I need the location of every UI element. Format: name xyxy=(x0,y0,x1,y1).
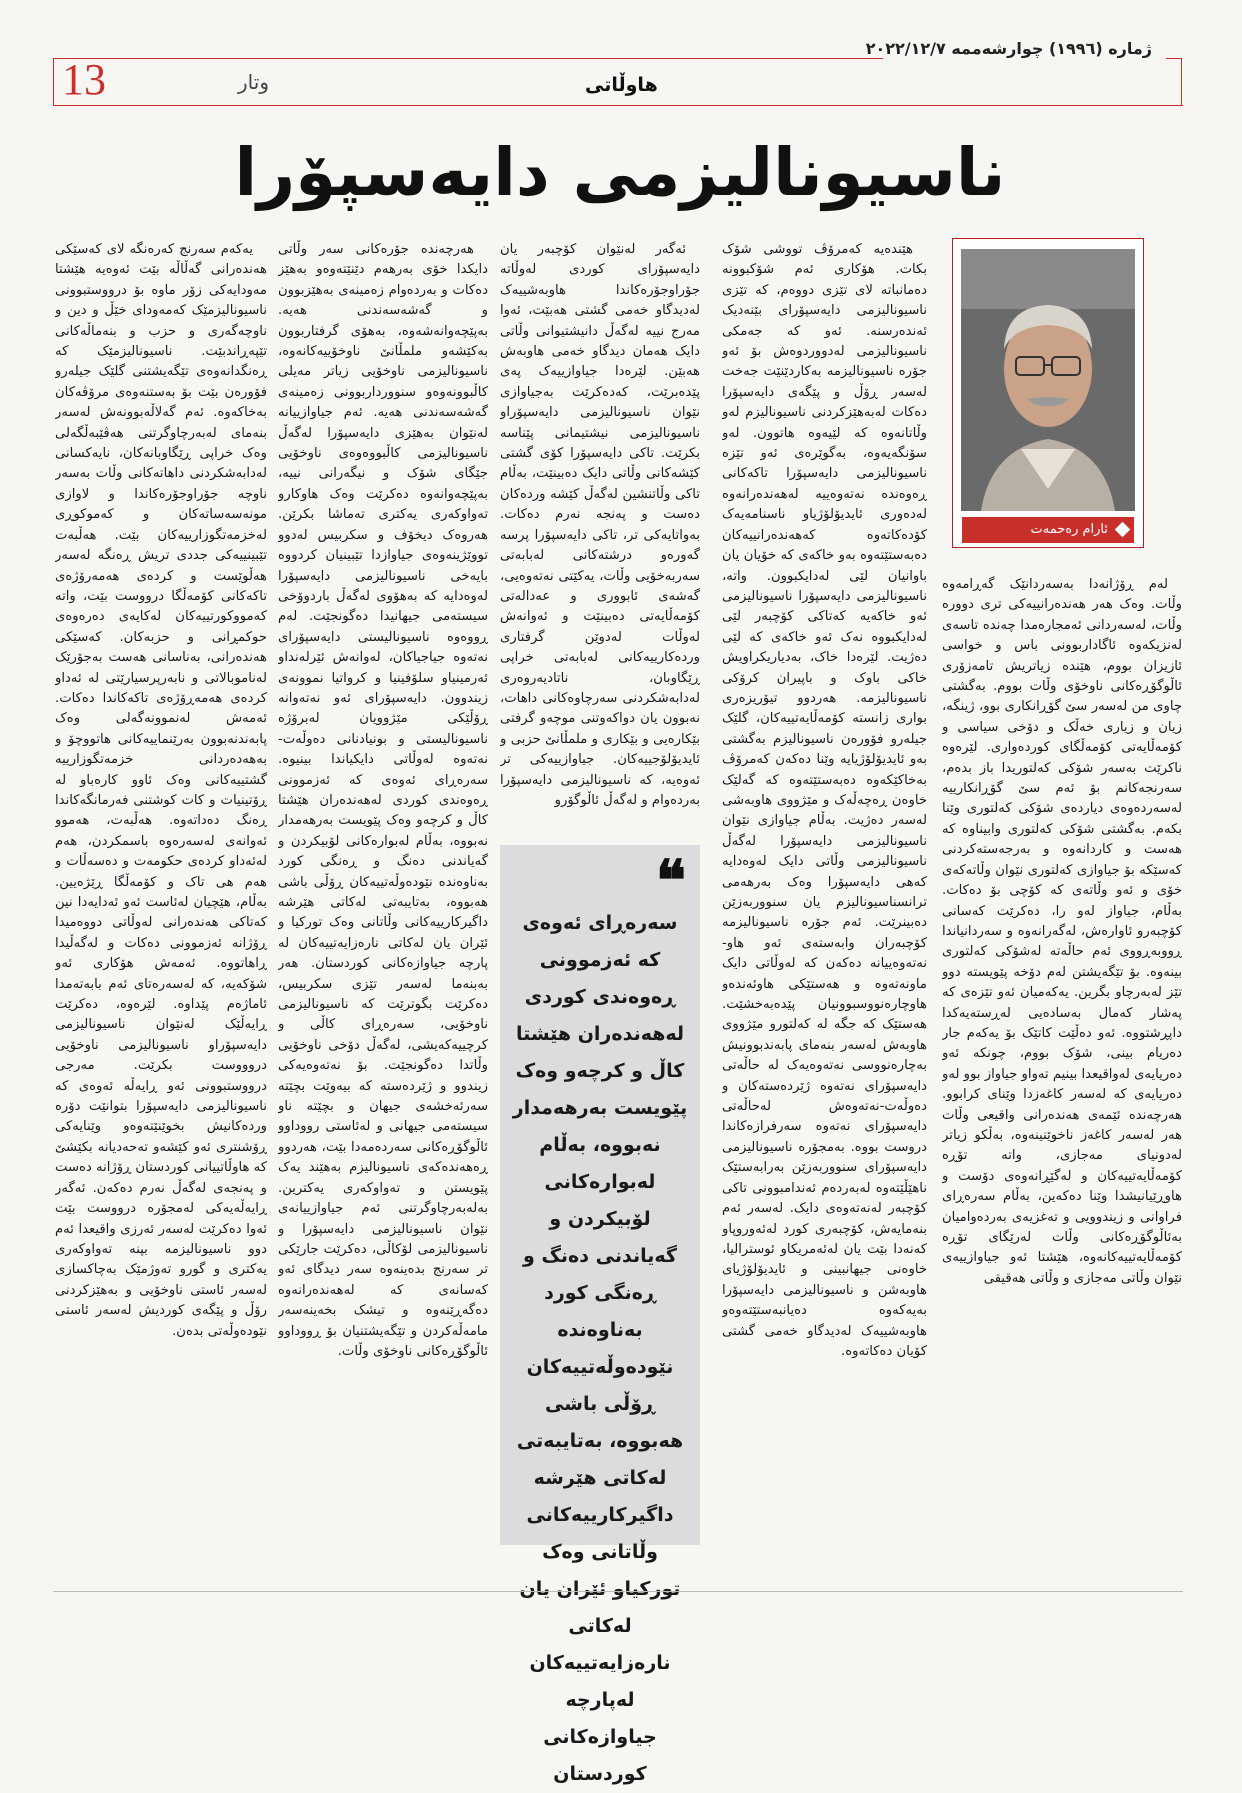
footer-rule xyxy=(53,1591,1183,1592)
article-column-3 xyxy=(500,240,700,840)
author-name: ئارام رەحمەت xyxy=(1030,522,1108,537)
section-label: وتار xyxy=(238,70,269,94)
author-photo-frame xyxy=(952,238,1144,548)
column-text: لەم ڕۆژانەدا بەسەردانێک گەڕامەوە وڵات. وەک هەر هەندەرانییەکی تری دووره وڵات، لەسەردانی ئەمجارەمدا چەندە تاسەی لەنزیکەوە ئاگاداربوونی باس و خواسی ئازیزان بووم، هێندە زیاتریش تامەزۆری ئاڵوگۆڕەکانی ناوخۆی وڵات بووم. بەگشتی چاوی من لەسەر سێ گۆڕانکاری بوو، ژینگە، زیان و زیاری خەڵک و دۆخی سیاسی و کۆمەڵایەتی کۆمەڵگای کوردەواری. لێرەوە ناکرێت بەسەر شۆکی کەلتوریدا باز بدەم، سەرنجەکانم بۆ ئەم سێ گۆڕانکارییە لەسەردەوەی دیاردەی شۆکی کەلتوری وێنا بکەم. بەگشتی شۆکی کەلتوری وابیناوە کە هەست و کاردانەوە و بەرجەستەکردنی کەسێکە بۆ جیاوازی کەلتوری نێوان وڵاتەکەی خۆی و ئەو وڵاتەی کە کۆچی بۆ دەکات. بەڵام، جیاواز لەو را، دەکرێت کەسانی کۆچبەرو ئاوارەش، لەگەرانەوە و سەردانیاندا ڕووبەڕووی ئەم حاڵەتە لەشۆکی کەلتوری بینەوە. بۆ تێگەیشتن لەم دۆخە پێویستە دوو تێز لەبەرچاو بگرین. یەکەمیان ئەو تێزەی کە پەشار کەمال بەسادەیی لەڕستەیەکدا داپڕشتووە. ئەو دەڵێت کاتێک بۆ یەکەم جار دەریام بینی، شۆک بووم، چونکە ئەو دەریایەی لەواقیعدا بینیم تەواو جیاواز بوو لەو دەریایەی کە لەسەر کاغەزدا وێنای کرابوو. هەرچەندە ئێمەی هەندەرانی واقیعی وڵات هەر لەسەر کاغەز ناخوێنینەوە، بەڵکو زیاتر لەدونیای مەجازی، واتە تۆڕە کۆمەڵایەتییەکان و لەگێڕانەوەی دۆست و هاوڕێیانیشدا وێنا دەکەین، بەڵام سەرەڕای فراوانی و زیندوویی و تەغزیەی بەردەوامیان بەئاڵوگۆڕەکانی وڵات لەرێگای تۆڕە کۆمەڵایەتییەکانەوە، هێشتا ئەو جیاوازییەی نێوان وڵاتی مەجازی و وڵاتی هەقیقی xyxy=(942,577,1182,1286)
pull-quote-text: سەرەڕای ئەوەی کە ئەزموونی ڕەوەندی کوردی لەهەندەران هێشتا کاڵ و کرچەو وەک پێویست بەرهەمدار نەبووە، بەڵام لەبوارەکانی لۆبیکردن و گەیاندنی دەنگ و ڕەنگی کورد بەناوەندە نێودەوڵەتییەکان ڕۆڵی باشی هەبووە، بەتایبەتی لەکاتی هێرشە داگیرکارییەکانی وڵاتانی وەک تورکیاو ئێران یان لەکاتی نارەزایەتییەکان لەپارچە جیاوازەکانی کوردستان xyxy=(512,912,688,1785)
author-name-tag xyxy=(962,517,1134,543)
header-frame-corner xyxy=(1166,58,1182,106)
column-text: یەکەم سەرنج کەرەنگە لای کەسێکی هەندەرانی گەڵاڵە بێت ئەوەیە هێشتا مەودایەکی زۆر ماوە بۆ درووستبوونی ناسیونالیزمێک کەمەودای خێڵ و دین و ناوچەگەری و حزب و بنەماڵەکانی تێپەڕاندبێت. ناسیونالیزمێک کە ڕەنگدانەوەی تێگەیشتنی گلێک جیلەرو فۆورەن بێت بۆ بەستنەوەی مرۆڤەکان بەخاکەوە. ئەم گەلاڵەبوونەش لەسەر بنەمای لەبەرچاوگرتنی هەڤێبەڵگەلی وەک خراپی ڕێگاوبانەکان، نایەکسانی لەدابەشکردنی داهاتەکانی وڵات بەسەر ناوچە جۆراوجۆرەکاندا و لاوازی مونەسەساتەکان و کەموکوڕی لەخزمەتگوزارییەکان بێت. هەڵبەت تێبینییەکی جددی تریش ڕەنگە لەسەر هەڵوێست و کردەی هەمەرۆژەی تاکەکانی کۆمەڵگا درووست بێت، واتە کەمووکورتییەکان لەکایەی دەرەوەی حوکمڕانی و حزبەکان. کەسێکی هەندەرانی، بەناسانی هەست بەجۆرێک لەناموبالاتی و نابەرپرسیارێتی لە ئەداو کردەی هەمەڕۆژەی تاکەکاندا دەکات. ئەمەش لەنموونەگەلی وەک پابەندنەبوون بەرێنماییەکانی هاتووچۆ و بەهەدەردانی خزمەتگوزارییە گشتییەکانی وەک ئاوو کارەباو لە ڕۆتینیات و کات کوشتنی فەرمانگەکاندا ڕەنگ دەداتەوە. هەڵبەت، هەموو ئەوانەی لەسەرەوە باسمکردن، هەم لەئەداو کردەی حکومەت و دەسەڵات و هەم هی تاک و کۆمەڵگا ڕێژەیین. بەڵام، هێچیان لەئاست ئەو ئەدایەدا نین کەتاکی هەندەرانی لەوڵاتی دووەمیدا ڕۆژانە ئەزموونی دەکات و لەگەڵیدا ڕاهاتووە. ئەمەش هۆکاری ئەو شۆکەیە، کە لەسەرەتای ئەم بابەتەمدا ئاماژەم پێداوە. لێرەوە، دەکرێت ڕایەڵێک لەنێوان ناسیونالیزمی دایەسپۆراو ناسیونالیزمی ناوخۆیی دروووست بکرێت. مەرجی درووستبوونی ئەو ڕایەڵە ئەوەی کە ناسیونالیزمی دایەسپۆرا بتوانێت دۆرە وردەکانیش بخوێنێتەوەو وێنایەکی ڕۆشنتری ئەو کێشەو تەحەدیانە بکێشێ کە هاوڵاتییانی کوردستان ڕۆژانە دەست و پەنجەی لەگەڵ نەرم دەکەن. ئەگەر ڕایەڵەیەکی لەمجۆرە درووست بێت ئەوا دەکرێت لەسەر ئەرزی واقیعدا ئەم دوو ناسیونالیزمە بپنە تەواوکەری یەکتری و گورو تەوژمێک بەچاکسازی لەسەر ئاستی ناوخۆیی و بەهێزکردنی رۆڵ و پێگەی کوردیش لەسەر ئاستی نێودەوڵەتی بدەن. xyxy=(55,242,267,1339)
article-column-5 xyxy=(55,240,267,1580)
author-portrait-illustration xyxy=(961,249,1135,511)
issue-info: ژمارە (١٩٩٦) چوارشەممە ٢٠٢٢/١٢/٧ xyxy=(865,39,1152,58)
article-column-1 xyxy=(942,575,1182,1580)
article-column-4 xyxy=(278,240,488,1580)
diamond-icon xyxy=(1115,522,1131,538)
page-number: 13 xyxy=(62,55,106,104)
masthead-logo: هاوڵاتی xyxy=(585,74,658,96)
article-column-2 xyxy=(722,240,927,1580)
article-headline: ناسیونالیزمی دایەسپۆرا xyxy=(234,134,1006,211)
column-text: هێندەیە کەمرۆڤ تووشی شۆک بکات. هۆکاری ئەم شۆکبوونە دەمانباتە لای تێزی دووەم، کە تێزی ناسیونالیزمی دایەسپۆرای بێنەدیک ئەندەرسنە. ئەو کە جەمکی ناسیونالیزمی لەدووردوەش بۆ ئەو جۆرە ناسیونالیزمە بەکاردێنێت جەخت لەسەر ڕۆڵ و پێگەی دایەسپۆرا دەکات لەبەهێزکردنی ناسیونالیزم لەو وڵاتانەوە کە لێیەوە هاتوون. لەو سۆنگەیەوە، بەگوێرەی ئەو تێزە ناسیونالیزمی دایەسپۆرا تاکەکانی ڕەوەندە نەتەوەییە لەهەندەرانەوە لەدەوری ئایدیۆلۆژیاو ناسنامەیەک کۆدەکاتەوە کەهەندەرانییەکان دەبەستێتەوە بەو خاکەی کە خۆیان یان باوانیان لێی لەدایکبوون. واتە، ناسیونالیزمی دایەسپۆرا ناسیونالیزمی ئەو خاکەیە کەتاکی کۆچبەر لێی لەدایکبووە نەک ئەو خاکەی کە لێی دەژیت. لێرەدا خاک، بەدیاریکراویش خاکی باوک و باپیران کرۆکی ناسیونالیزمە. هەردوو تیۆریزەری بواری زانستە کۆمەڵایەتییەکان، گلێک جیلەرو فۆورەن ناسیونالیزم بەگشتی بەو ئایدیۆلۆژیایە وێنا دەکەن کەمرۆڤ بەخاکێکەوە دەبەستێتەوە کە گەلێک خاوەن ڕەچەڵەک و مێژووی هاوبەشی لەسەر دەژیت. بەڵام جیاوازی نێوان ناسیونالیزمی دایەسپۆرا لەگەڵ ناسیونالیزمی وڵاتی دایک لەوەدایە کەهی دایەسپۆرا وەک بەرهەمی ترانسناسیونالیزم یان سنووربەزێن دەبینرێت. ئەم جۆرە ناسیونالیزمە کۆچبەران وابەستەی ئەو هاو-نەتەوەییانە دەکەن کە لەوڵاتی دایک ماونەتەوە و هەستێکی هاوئەندەو هاوچارەنووسبوونیان پێدەبەخشێت. هەستێک کە جگە لە کەلتورو مێژووی هاوبەش لەسەر بنەمای پابەندبوونیش بەچارەنووسی نەتەوەیەک لە حاڵەتی دایەسپۆرای نەتەوە ژێردەستەکان و دەوڵەت-نەتەوەش لەحاڵەتی دایەسپۆرای نەتەوە سەرفرازەکاندا دروست بووە. بەمجۆرە ناسیونالیزمی دایەسپۆرای سنووربەزێن بەرابەستێک ناهێڵێتەوە لەبەردەم ئەندامبوونی تاکی کۆچبەر لەنەتەوەی دایک. لەسەر ئەم بنەمایەش، کۆچبەری کورد لەئەوروپاو کەنەدا بێت یان لەئەمریکاو ئوسترالیا، خاوەنی جیهانبینی و ئایدیۆلۆژیای هاوبەشن و ناسیونالیزمی دایەسپۆرا بەیەکەوە دەیانبەستێتەوەو هاوبەشییەک لەدیدگاو خەمی گشتی کۆیان دەکاتەوە. xyxy=(722,242,927,1359)
author-photo xyxy=(961,249,1135,511)
quote-icon: ❝ xyxy=(655,848,686,914)
pull-quote-box xyxy=(500,845,700,1785)
column-text: ئەگەر لەنێوان کۆچبەر یان دایەسپۆرای کوردی لەوڵاتە جۆراوجۆرەکاندا هاوبەشییەک لەدیدگاو خەمی گشتی هەبێت، ئەوا مەرج نییە لەگەڵ دانیشتیوانی وڵاتی دایک هەمان دیدگاو خەمی هاوبەش هەبێن. لێرەدا جیاوازییەک پەی پێدەبرێت، کەدەکرێت بەجیاوازی نێوان ناسیونالیزمی دایەسپۆراو ناسیونالیزمی نیشتیمانی پێناسە بکرێت. تاکی دایەسپۆرا کۆی گشتی کێشەکانی وڵاتی دایک دەبینێت، بەڵام تاکی وڵاتنشین لەگەڵ کێشە وردەکان دەست و پەنجە نەرم دەکات. بەواتایەکی تر، تاکی دایەسپۆرا پرسە گەورەو درشتەکانی لەبابەتی سەربەخۆیی وڵات، یەکێتی نەتەوەیی، گەشەی ئابووری و عەدالەتی کۆمەڵایەتی دەبینێت و ئەوانەش لەوڵات لەدوێن گرفتاری وردەکارییەکانی لەبابەتی خراپی ڕێگاوبان، ناتادیەروەری لەدابەشکردنی سەرچاوەکانی داهات، نەبوون یان دواکەوتنی موچەو گرفتی بێکارەیی و بێکاری و ملمڵانێ حزبی و ئایدیۆلۆجییەکان. جیاوازییەکی تر ئەوەیە، کە ناسیونالیزمی دایەسپۆرا بەردەوام و لەگەڵ ئاڵوگۆرو xyxy=(500,242,700,808)
column-text: هەرچەندە جۆرەکانی سەر وڵاتی دایکدا خۆی بەرهەم دێنێتەوەو بەهێز دەکات و بەردەوام زەمینەی بەهێزبوون و گەشەسەندنی هەیە. بەپێچەوانەشەوە، بەهۆی گرفتاربوون بەکێشەو ملمڵانێ ناوخۆییەکانەوە، ناسیونالیزمی ناوخۆیی زیاتر مەیلی کاڵبوونەوەو سنوورداربوونی زەمینەی گەشەسەندنی هەیە. ئەم جیاوازییانە لەنێوان بەهێزی دایەسپۆرا لەگەڵ ناسیونالیزمی کاڵبووەوەی ناوخۆیی جێگای شۆک و نیگەرانی نییە، بەپێچەوانەوە دەکرێت وەک هاوکارو تەواوکەری یەکتری تەماشا بکرێن. هەروەک دیخۆف و سکربیس لەدوو تووێژینەوەی جیاوازدا تێبینیان کردووە بایەخی ناسیونالیزمی دایەسپۆرا لەوەدایە کە بەهۆوی لەگەڵ باردوۆخی سیستەمی جیهانیدا دەگونجێت. لەم ڕووەوە ناسیونالیستی دایەسپۆرای نەتەوە جیاجیاکان، لەوانەش ئێرلەنداو ئەرمینیاو سلۆفینیا و کرواتیا نموونەی زیندوون. دایەسپۆرای ئەو نەتەوانە ڕۆڵێکی مێژوویان لەبرۆژە ناسیونالیستی و بونیادنانی دەوڵەت-نەتەوە لەوڵاتی دایکیاندا بینیوە. سەرەڕای ئەوەی کە ئەزموونی ڕەوەندی کوردی لەهەندەران هێشتا کاڵ و کرچەو وەک پێویست بەرهەمدار نەبووە، بەڵام لەبوارەکانی لۆبیکردن و گەیاندنی دەنگ و ڕەنگی کورد بەناوەندە نێودەوڵەتییەکان ڕۆڵی باشی هەبووە، بەتایبەتی لەکاتی هێرشە داگیرکارییەکانی وڵاتانی وەک تورکیا و ئێران یان لەکاتی نارەزایەتییەکان لە پارچە جیاوازەکانی کوردستان. هەر بەبنەما لەسەر تێزی سکربیس، دەکرێت بگوترێت کە ناسیونالیزمی ناوخۆیی، سەرەڕای کاڵی و کرچییەکەیشی، لەگەڵ دۆخی ناوخۆیی وڵاتدا دەگونجێت. بۆ نەتەوەیەکی زیندوو و ژێردەستە کە بیەوێت بچێتە سەرئەخشەی جیهان و بچێتە ناو سیستەمی جیهانی و لەئاستی رووداوو ئاڵوگۆڕەکانی سەردەمەدا بێت، هەردوو ڕەهەندەکەی ناسیونالیزم بەهێند یەک پێویستن و تەواوکەری یەکترین. بەلەبەرچاوگرتنی ئەم جیاوازییانەی نێوان ناسیونالیزمی دایەسپۆرا و ناسیونالیزمی لۆکاڵی، دەکرێت جارێکی تر سەرنج بدەینەوە سەر دیدگای ئەو کەسانەی کە لەهەندەرانەوە دەگەڕێنەوە و تیشک بخەینەسەر مامەڵەکردن و تێگەیشتنیان بۆ ڕووداوو ئاڵوگۆڕەکانی ناوخۆی وڵات. xyxy=(278,242,488,1359)
